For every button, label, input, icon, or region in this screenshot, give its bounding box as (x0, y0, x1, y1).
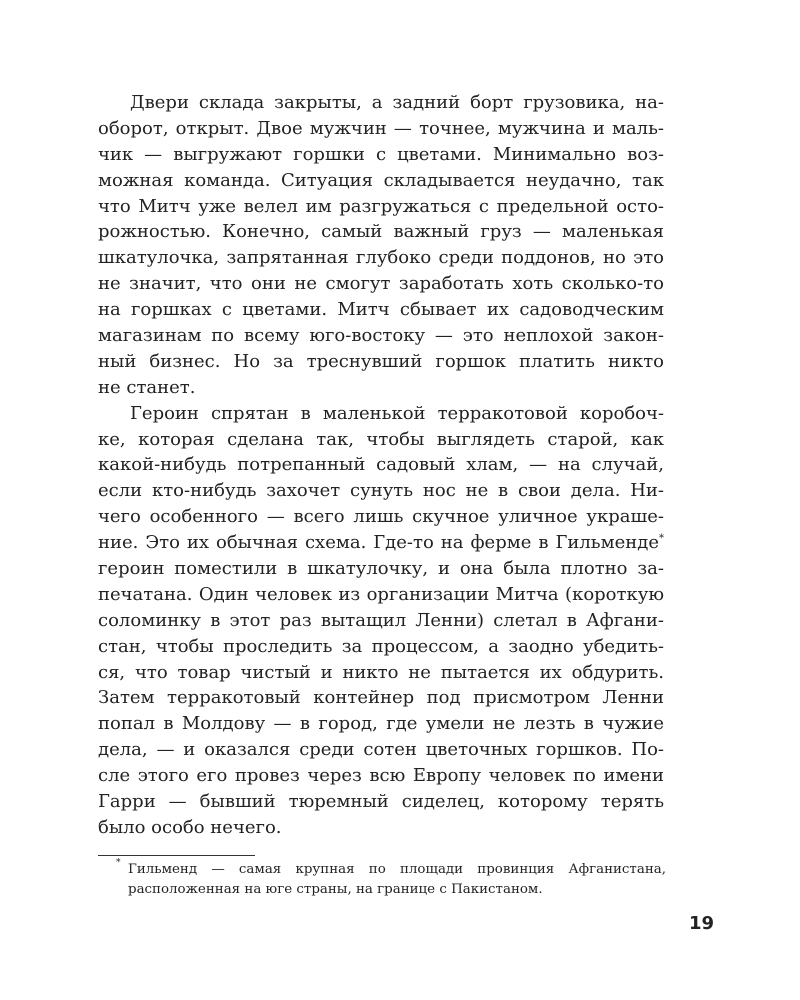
footnote-line: Гильменд — самая крупная по площади провинция Афганистана, (128, 862, 666, 877)
text-line: дела, — и оказался среди сотен цветочных горшков. По- (98, 739, 664, 761)
text-line: ный бизнес. Но за треснувший горшок платить никто (98, 350, 664, 372)
text-line: стан, чтобы проследить за процессом, а заодно убедить- (98, 635, 664, 657)
text-line: оборот, открыт. Двое мужчин — точнее, мужчина и маль- (98, 117, 664, 139)
paragraph-1 (98, 90, 664, 401)
text-line-content: ние. Это их обычная схема. Где-то на ферме в Гильменде (98, 532, 659, 554)
text-line: что Митч уже велел им разгружаться с предельной осто- (98, 195, 664, 217)
text-line: было особо нечего. (98, 816, 282, 838)
text-line: на горшках с цветами. Митч сбывает их садоводческим (98, 299, 664, 321)
footnote-marker: * (116, 858, 121, 868)
text-line: рожностью. Конечно, самый важный груз — маленькая (98, 221, 664, 243)
text-line: сле этого его провез через всю Европу человек по имени (98, 765, 664, 787)
text-line: чего особенного — всего лишь скучное уличное украше- (98, 506, 664, 528)
text-line: не станет. (98, 376, 196, 398)
text-line: шкатулочка, запрятанная глубоко среди поддонов, но это (98, 247, 664, 269)
footnote-reference[interactable]: * (659, 533, 664, 545)
text-line: Гарри — бывший тюремный сиделец, которому терять (98, 791, 664, 813)
text-line: печатана. Один человек из организации Митча (короткую (98, 583, 664, 605)
text-line: Затем терракотовый контейнер под присмотром Ленни (98, 687, 664, 709)
text-line: Героин спрятан в маленькой терракотовой коробоч- (130, 402, 664, 424)
text-line: попал в Молдову — в город, где умели не лезть в чужие (98, 713, 664, 735)
text-line: ке, которая сделана так, чтобы выглядеть старой, как (98, 428, 664, 450)
main-text (98, 90, 664, 841)
text-line: магазинам по всему юго-востоку — это неплохой закон- (98, 325, 664, 347)
text-line: не значит, что они не смогут заработать хоть сколько-то (98, 273, 664, 295)
text-line (98, 530, 664, 556)
text-line: если кто-нибудь захочет сунуть нос не в свои дела. Ни- (98, 480, 664, 502)
footnote-divider (98, 855, 255, 856)
text-line: соломинку в этот раз вытащил Ленни) слетал в Афгани- (98, 609, 664, 631)
text-line: ся, что товар чистый и никто не пытается их обдурить. (98, 661, 664, 683)
text-line: можная команда. Ситуация складывается неудачно, так (98, 169, 664, 191)
page-number: 19 (688, 913, 714, 934)
paragraph-2 (98, 401, 664, 841)
text-line: чик — выгружают горшки с цветами. Минимально воз- (98, 143, 664, 165)
footnote (116, 858, 666, 900)
text-line: Двери склада закрыты, а задний борт грузовика, на- (130, 92, 664, 113)
text-line: героин поместили в шкатулочку, и она была плотно за- (98, 558, 664, 580)
footnote-line: расположенная на юге страны, на границе с Пакистаном. (128, 882, 543, 897)
text-line: какой-нибудь потрепанный садовый хлам, — на случай, (98, 454, 664, 476)
